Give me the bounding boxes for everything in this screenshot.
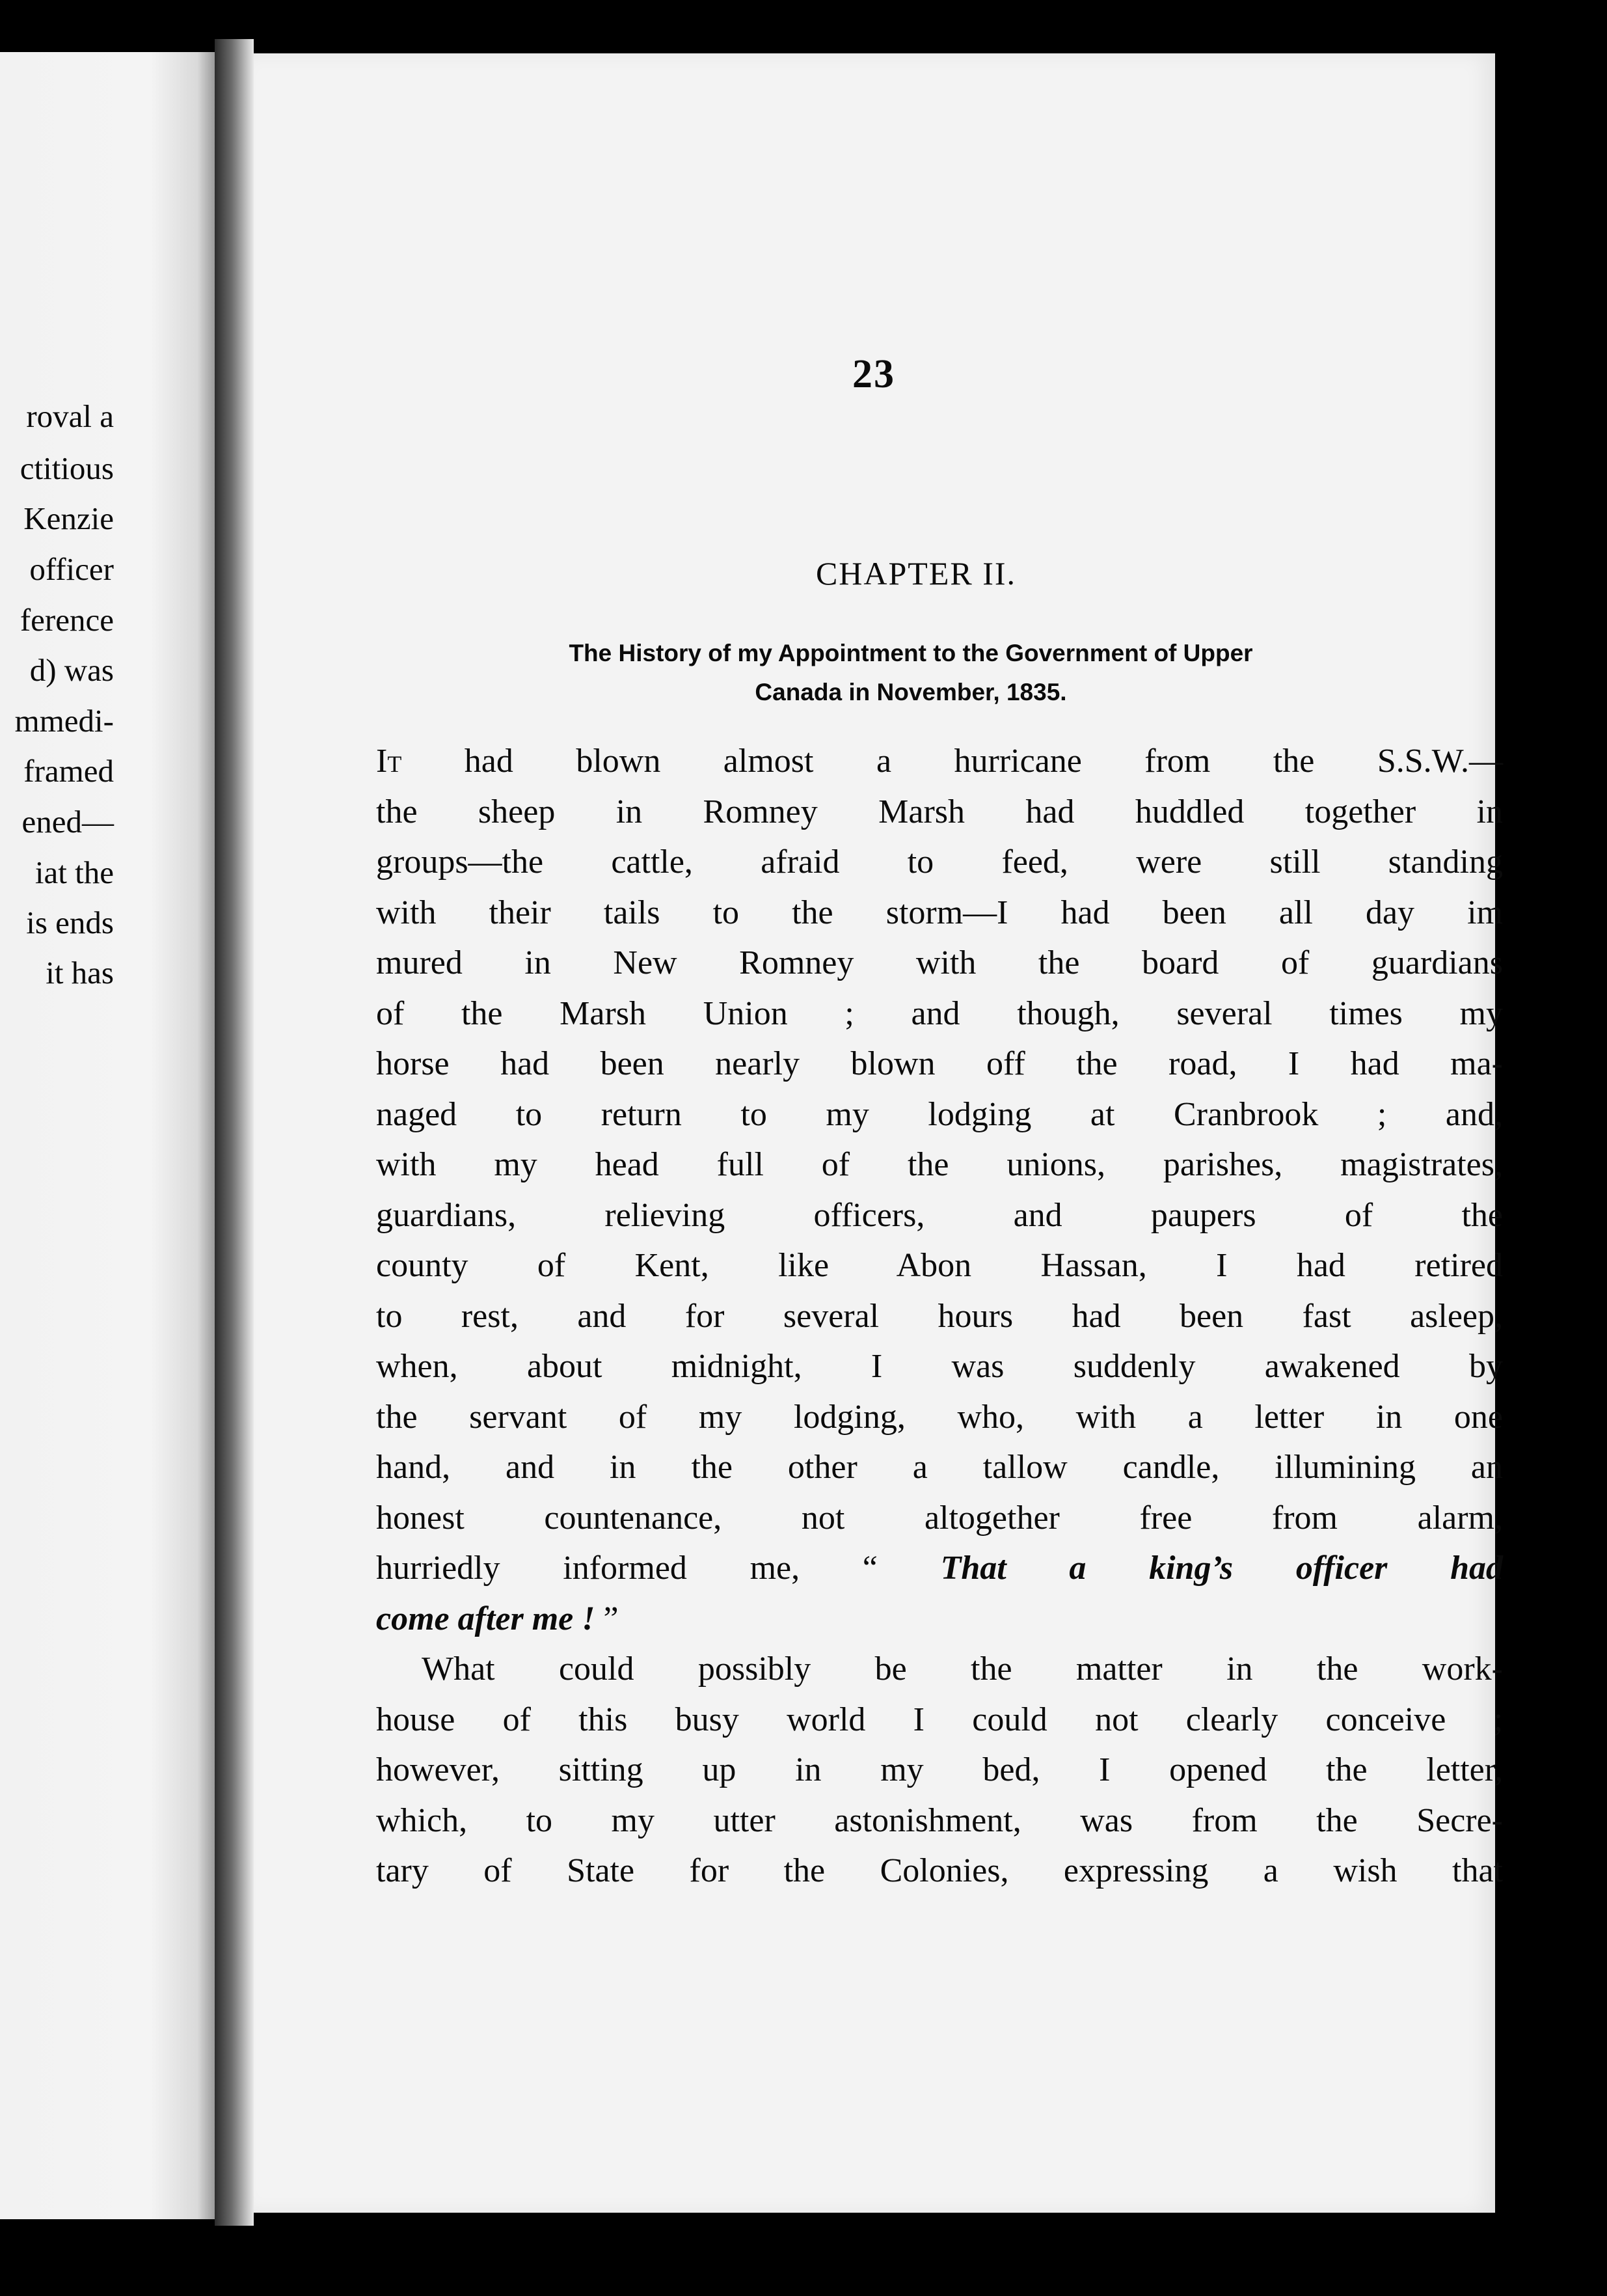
paragraph-text: hurriedly informed me, “ <box>376 1550 941 1587</box>
previous-page-line: ference <box>20 602 114 638</box>
previous-page-line: officer <box>29 551 114 587</box>
previous-page-line: iat the <box>34 854 114 890</box>
previous-page-line: mmedi- <box>14 703 114 739</box>
paragraph-line: of the Marsh Union ; and though, several times my <box>376 995 1503 1032</box>
book-page <box>254 53 1503 2213</box>
paragraph-text: had blown almost a hurricane from the S.S.W.— <box>401 743 1503 780</box>
paragraph-line: county of Kent, like Abon Hassan, I had retired <box>376 1247 1503 1284</box>
chapter-subtitle-line: Canada in November, 1835. <box>755 679 1067 705</box>
paragraph-line: with my head full of the unions, parishes, magistrates, <box>376 1146 1503 1183</box>
quoted-speech: come after me ! <box>376 1600 595 1637</box>
paragraph-line: which, to my utter astonishment, was from the Secre- <box>376 1802 1503 1839</box>
paragraph-line: horse had been nearly blown off the road, I had ma- <box>376 1045 1503 1082</box>
drop-cap-word: It <box>376 743 402 780</box>
paragraph-line: when, about midnight, I was suddenly awakened by <box>376 1348 1503 1385</box>
paragraph-line <box>376 745 1503 778</box>
previous-page-line: d) was <box>29 652 114 688</box>
paragraph-line: to rest, and for several hours had been fast asleep, <box>376 1298 1503 1335</box>
book-gutter <box>215 39 254 2226</box>
paragraph-line: however, sitting up in my bed, I opened the letter, <box>376 1751 1503 1788</box>
paragraph-line <box>376 1551 1503 1585</box>
paragraph-line: house of this busy world I could not clearly conceive ; <box>376 1701 1503 1738</box>
chapter-subtitle-line: The History of my Appointment to the Government of Upper <box>569 640 1253 666</box>
paragraph-line: the sheep in Romney Marsh had huddled together in <box>376 793 1503 830</box>
paragraph-line: with their tails to the storm—I had been all day im <box>376 894 1503 931</box>
paragraph-line: naged to return to my lodging at Cranbrook ; and, <box>376 1096 1503 1133</box>
paragraph-line: guardians, relieving officers, and paupers of the <box>376 1197 1503 1234</box>
previous-page-line: is ends <box>26 905 114 940</box>
chapter-title: CHAPTER II. <box>815 555 1017 592</box>
previous-page <box>0 52 215 2219</box>
paragraph-line: mured in New Romney with the board of guardians <box>376 944 1503 981</box>
previous-page-line: ctitious <box>20 450 114 486</box>
paragraph-line: hand, and in the other a tallow candle, illumining an <box>376 1449 1503 1486</box>
previous-page-line: Kenzie <box>23 500 114 536</box>
chapter-subtitle <box>351 634 1470 712</box>
previous-page-line: it has <box>46 955 114 991</box>
paragraph-line: What could possibly be the matter in the work- <box>422 1650 1503 1688</box>
page-number: 23 <box>852 352 895 396</box>
paragraph-line: tary of State for the Colonies, expressing a wish that <box>376 1852 1503 1889</box>
previous-page-line: roval a <box>26 398 114 434</box>
paragraph-text: ” <box>595 1600 619 1637</box>
paragraph-line: the servant of my lodging, who, with a letter in one <box>376 1399 1503 1436</box>
previous-page-line: framed <box>23 753 114 789</box>
previous-page-line: ened— <box>21 804 114 840</box>
paragraph-line <box>376 1602 1503 1636</box>
paragraph-line: groups—the cattle, afraid to feed, were still standing <box>376 843 1503 881</box>
quoted-speech: That a king’s officer had <box>940 1550 1503 1587</box>
paragraph-line: honest countenance, not altogether free from alarm, <box>376 1499 1503 1537</box>
